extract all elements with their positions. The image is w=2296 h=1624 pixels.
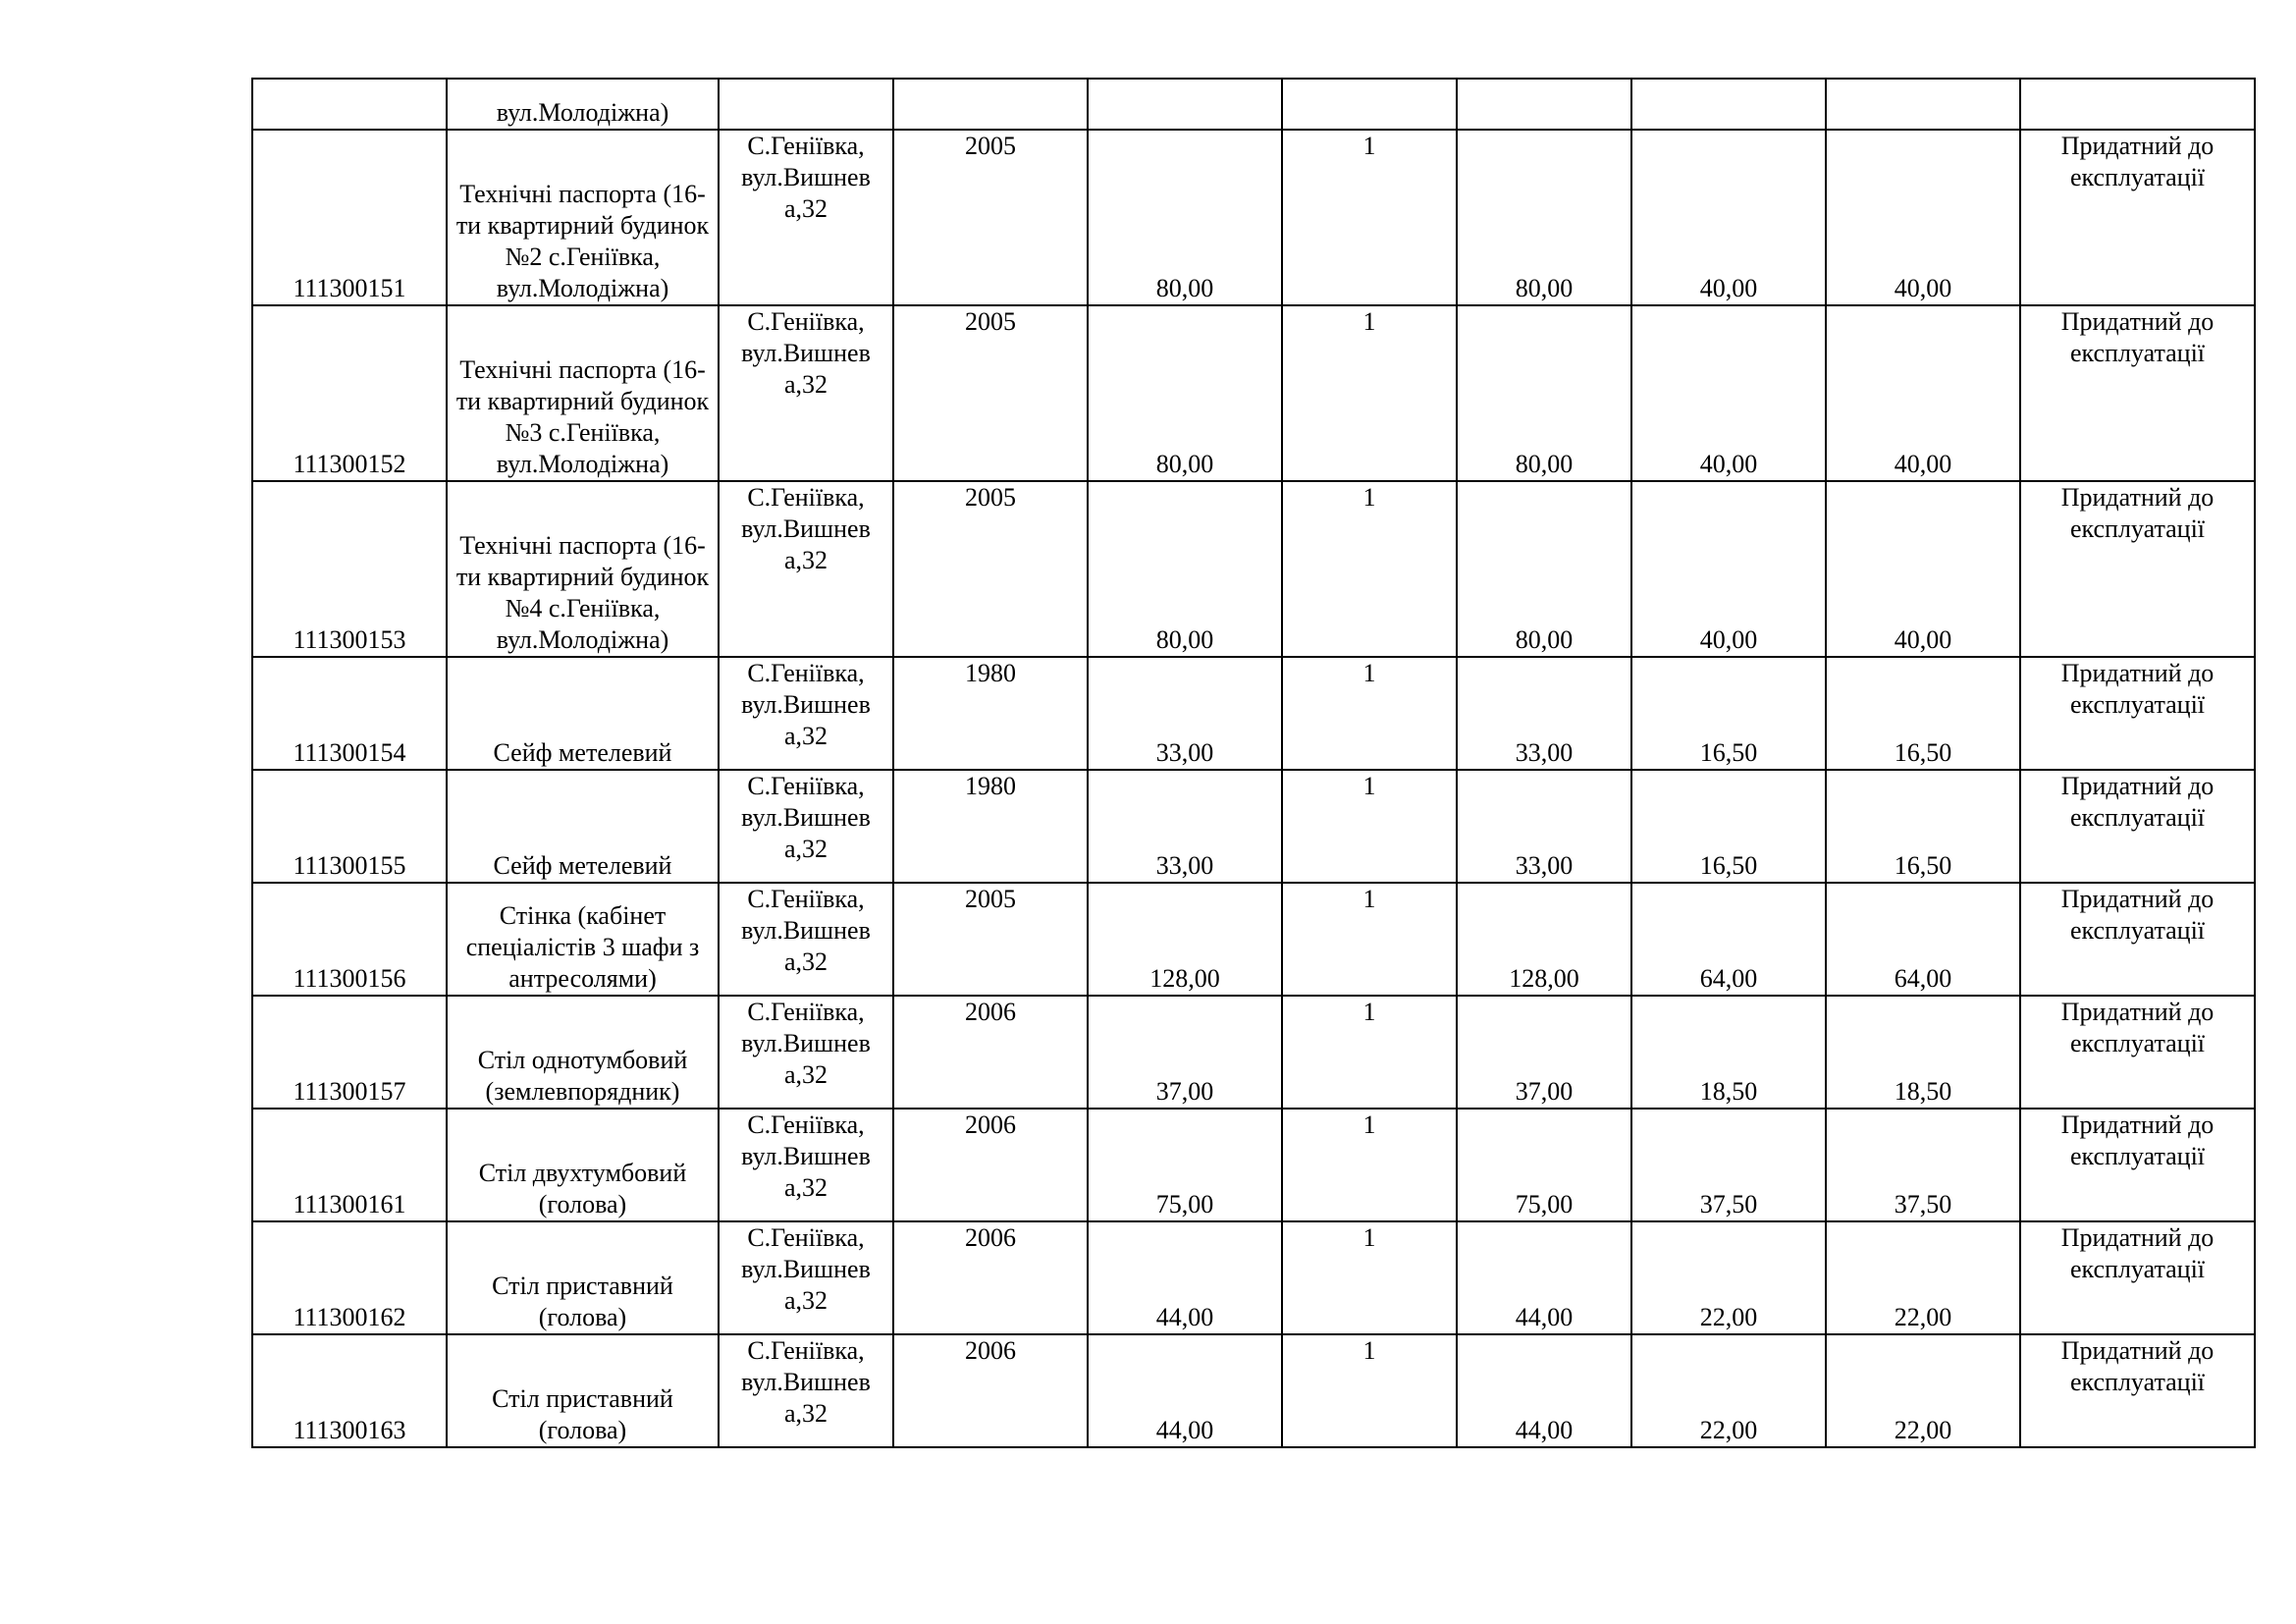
cell-wear: 40,00 <box>1631 305 1826 481</box>
table-row <box>252 996 2255 1109</box>
cell-code: 111300153 <box>252 481 447 657</box>
table-row <box>252 1334 2255 1447</box>
cell-status <box>2020 79 2255 130</box>
cell-status: Придатний до експлуатації <box>2020 130 2255 305</box>
inventory-table <box>251 78 2256 1448</box>
cell-total: 44,00 <box>1457 1334 1631 1447</box>
cell-wear: 16,50 <box>1631 657 1826 770</box>
cell-name: Технічні паспорта (16-ти квартирний будинок №2 с.Геніївка, вул.Молодіжна) <box>447 130 719 305</box>
cell-location: С.Геніївка, вул.Вишнев а,32 <box>719 996 893 1109</box>
cell-location: С.Геніївка, вул.Вишнев а,32 <box>719 305 893 481</box>
cell-residual: 16,50 <box>1826 657 2020 770</box>
table-row <box>252 883 2255 996</box>
cell-cost: 33,00 <box>1088 770 1282 883</box>
cell-qty <box>1282 79 1457 130</box>
cell-total: 33,00 <box>1457 657 1631 770</box>
cell-name: Стіл приставний (голова) <box>447 1221 719 1334</box>
cell-name: Стінка (кабінет спеціалістів 3 шафи з антресолями) <box>447 883 719 996</box>
cell-residual: 37,50 <box>1826 1109 2020 1221</box>
cell-year: 2006 <box>893 1221 1088 1334</box>
cell-wear: 22,00 <box>1631 1334 1826 1447</box>
cell-year <box>893 79 1088 130</box>
table-row <box>252 305 2255 481</box>
cell-wear: 22,00 <box>1631 1221 1826 1334</box>
cell-year: 2006 <box>893 1109 1088 1221</box>
cell-wear: 16,50 <box>1631 770 1826 883</box>
cell-cost: 128,00 <box>1088 883 1282 996</box>
cell-residual: 18,50 <box>1826 996 2020 1109</box>
cell-year: 2006 <box>893 996 1088 1109</box>
cell-qty: 1 <box>1282 130 1457 305</box>
cell-code: 111300157 <box>252 996 447 1109</box>
cell-qty: 1 <box>1282 1334 1457 1447</box>
cell-cost: 37,00 <box>1088 996 1282 1109</box>
cell-cost: 80,00 <box>1088 481 1282 657</box>
cell-wear: 18,50 <box>1631 996 1826 1109</box>
cell-code: 111300152 <box>252 305 447 481</box>
cell-name: Стіл двухтумбовий (голова) <box>447 1109 719 1221</box>
table-row <box>252 1221 2255 1334</box>
cell-year: 2005 <box>893 130 1088 305</box>
cell-total: 44,00 <box>1457 1221 1631 1334</box>
cell-wear <box>1631 79 1826 130</box>
cell-total: 37,00 <box>1457 996 1631 1109</box>
cell-status: Придатний до експлуатації <box>2020 1221 2255 1334</box>
cell-location: С.Геніївка, вул.Вишнев а,32 <box>719 883 893 996</box>
cell-code: 111300156 <box>252 883 447 996</box>
cell-location: С.Геніївка, вул.Вишнев а,32 <box>719 481 893 657</box>
cell-cost: 80,00 <box>1088 305 1282 481</box>
cell-name: Технічні паспорта (16-ти квартирний будинок №3 с.Геніївка, вул.Молодіжна) <box>447 305 719 481</box>
cell-code: 111300162 <box>252 1221 447 1334</box>
table-row <box>252 657 2255 770</box>
cell-name: Технічні паспорта (16-ти квартирний будинок №4 с.Геніївка, вул.Молодіжна) <box>447 481 719 657</box>
cell-wear: 40,00 <box>1631 481 1826 657</box>
cell-location: С.Геніївка, вул.Вишнев а,32 <box>719 130 893 305</box>
cell-qty: 1 <box>1282 1221 1457 1334</box>
cell-code: 111300161 <box>252 1109 447 1221</box>
cell-qty: 1 <box>1282 481 1457 657</box>
cell-code <box>252 79 447 130</box>
table-row <box>252 481 2255 657</box>
cell-year: 2005 <box>893 305 1088 481</box>
table-row <box>252 130 2255 305</box>
cell-status: Придатний до експлуатації <box>2020 1109 2255 1221</box>
cell-residual: 40,00 <box>1826 305 2020 481</box>
inventory-table-body <box>252 79 2255 1447</box>
cell-qty: 1 <box>1282 883 1457 996</box>
cell-location <box>719 79 893 130</box>
cell-location: С.Геніївка, вул.Вишнев а,32 <box>719 657 893 770</box>
cell-status: Придатний до експлуатації <box>2020 770 2255 883</box>
cell-code: 111300154 <box>252 657 447 770</box>
cell-year: 1980 <box>893 657 1088 770</box>
cell-status: Придатний до експлуатації <box>2020 883 2255 996</box>
cell-code: 111300151 <box>252 130 447 305</box>
cell-wear: 37,50 <box>1631 1109 1826 1221</box>
cell-total: 75,00 <box>1457 1109 1631 1221</box>
table-row <box>252 770 2255 883</box>
cell-location: С.Геніївка, вул.Вишнев а,32 <box>719 1109 893 1221</box>
cell-name: Стіл однотумбовий (землевпорядник) <box>447 996 719 1109</box>
cell-cost: 44,00 <box>1088 1221 1282 1334</box>
cell-status: Придатний до експлуатації <box>2020 481 2255 657</box>
cell-cost: 75,00 <box>1088 1109 1282 1221</box>
cell-residual: 40,00 <box>1826 481 2020 657</box>
cell-qty: 1 <box>1282 996 1457 1109</box>
cell-location: С.Геніївка, вул.Вишнев а,32 <box>719 1334 893 1447</box>
cell-total: 33,00 <box>1457 770 1631 883</box>
cell-name: Сейф метелевий <box>447 657 719 770</box>
cell-residual: 64,00 <box>1826 883 2020 996</box>
cell-year: 2005 <box>893 883 1088 996</box>
cell-code: 111300155 <box>252 770 447 883</box>
cell-total: 128,00 <box>1457 883 1631 996</box>
cell-total: 80,00 <box>1457 130 1631 305</box>
cell-location: С.Геніївка, вул.Вишнев а,32 <box>719 770 893 883</box>
cell-qty: 1 <box>1282 1109 1457 1221</box>
cell-total <box>1457 79 1631 130</box>
cell-status: Придатний до експлуатації <box>2020 305 2255 481</box>
cell-location: С.Геніївка, вул.Вишнев а,32 <box>719 1221 893 1334</box>
table-row-continuation <box>252 79 2255 130</box>
cell-wear: 64,00 <box>1631 883 1826 996</box>
cell-status: Придатний до експлуатації <box>2020 996 2255 1109</box>
cell-name: вул.Молодіжна) <box>447 79 719 130</box>
cell-name: Сейф метелевий <box>447 770 719 883</box>
cell-residual: 22,00 <box>1826 1221 2020 1334</box>
cell-cost: 44,00 <box>1088 1334 1282 1447</box>
cell-name: Стіл приставний (голова) <box>447 1334 719 1447</box>
cell-year: 1980 <box>893 770 1088 883</box>
cell-total: 80,00 <box>1457 481 1631 657</box>
cell-year: 2005 <box>893 481 1088 657</box>
cell-qty: 1 <box>1282 770 1457 883</box>
cell-total: 80,00 <box>1457 305 1631 481</box>
cell-residual <box>1826 79 2020 130</box>
cell-cost <box>1088 79 1282 130</box>
cell-qty: 1 <box>1282 305 1457 481</box>
table-row <box>252 1109 2255 1221</box>
cell-cost: 33,00 <box>1088 657 1282 770</box>
cell-status: Придатний до експлуатації <box>2020 1334 2255 1447</box>
cell-residual: 16,50 <box>1826 770 2020 883</box>
cell-status: Придатний до експлуатації <box>2020 657 2255 770</box>
cell-residual: 22,00 <box>1826 1334 2020 1447</box>
cell-qty: 1 <box>1282 657 1457 770</box>
cell-residual: 40,00 <box>1826 130 2020 305</box>
cell-year: 2006 <box>893 1334 1088 1447</box>
cell-cost: 80,00 <box>1088 130 1282 305</box>
cell-code: 111300163 <box>252 1334 447 1447</box>
cell-wear: 40,00 <box>1631 130 1826 305</box>
